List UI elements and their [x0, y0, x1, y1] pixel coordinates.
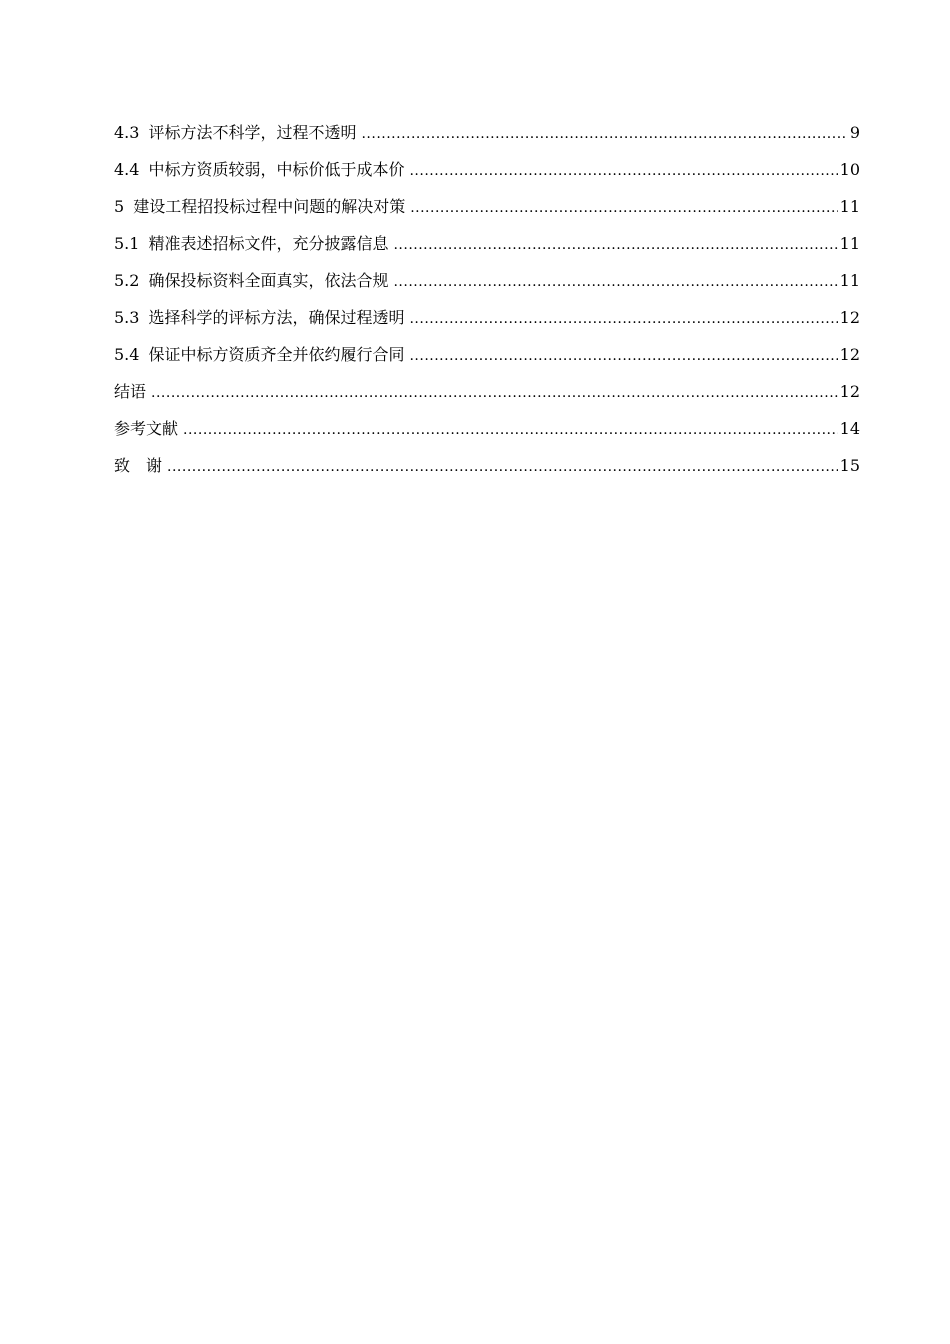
dot-leader — [393, 232, 837, 258]
toc-entry-title: 建设工程招投标过程中问题的解决对策 — [133, 197, 406, 216]
toc-entry-title: 结语 — [114, 382, 147, 401]
toc-entry-references[interactable] — [114, 416, 860, 453]
toc-entry-5[interactable] — [114, 194, 860, 231]
toc-entry-number: 5 — [114, 197, 125, 216]
dot-leader — [151, 380, 838, 406]
toc-entry-5-3[interactable] — [114, 305, 860, 342]
toc-entry-number: 5.2 — [114, 271, 140, 290]
toc-entry-number: 5.4 — [114, 345, 140, 364]
toc-entry-5-1[interactable] — [114, 231, 860, 268]
toc-entry-page: 15 — [839, 456, 860, 475]
toc-entry-title: 参考文献 — [114, 419, 179, 438]
toc-entry-5-4[interactable] — [114, 342, 860, 379]
dot-leader — [410, 195, 837, 221]
dot-leader — [183, 417, 838, 443]
toc-entry-page: 12 — [839, 345, 860, 364]
toc-entry-5-2[interactable] — [114, 268, 860, 305]
toc-entry-4-3[interactable] — [114, 120, 860, 157]
toc-entry-page: 11 — [839, 234, 860, 253]
dot-leader — [409, 306, 837, 332]
dot-leader — [409, 343, 837, 369]
toc-entry-title: 保证中标方资质齐全并依约履行合同 — [148, 345, 405, 364]
toc-entry-4-4[interactable] — [114, 157, 860, 194]
toc-entry-title: 选择科学的评标方法，确保过程透明 — [148, 308, 405, 327]
toc-entry-page: 14 — [839, 419, 860, 438]
toc-entry-number: 5.1 — [114, 234, 140, 253]
toc-entry-title: 中标方资质较弱，中标价低于成本价 — [148, 160, 405, 179]
toc-entry-title: 致 谢 — [114, 456, 163, 475]
toc-entry-page: 12 — [839, 308, 860, 327]
table-of-contents — [114, 120, 860, 490]
dot-leader — [167, 454, 838, 480]
toc-entry-number: 4.3 — [114, 123, 140, 142]
toc-entry-title: 精准表述招标文件，充分披露信息 — [148, 234, 389, 253]
dot-leader — [361, 121, 847, 147]
toc-entry-number: 5.3 — [114, 308, 140, 327]
toc-entry-page: 12 — [839, 382, 860, 401]
toc-entry-page: 11 — [839, 271, 860, 290]
toc-entry-page: 10 — [839, 160, 860, 179]
toc-entry-number: 4.4 — [114, 160, 140, 179]
toc-entry-title: 评标方法不科学，过程不透明 — [148, 123, 357, 142]
toc-entry-acknowledgements[interactable] — [114, 453, 860, 490]
dot-leader — [409, 158, 837, 184]
toc-entry-conclusion[interactable] — [114, 379, 860, 416]
toc-entry-title: 确保投标资料全面真实，依法合规 — [148, 271, 389, 290]
toc-entry-page: 11 — [839, 197, 860, 216]
dot-leader — [393, 269, 837, 295]
toc-entry-page: 9 — [849, 123, 860, 142]
